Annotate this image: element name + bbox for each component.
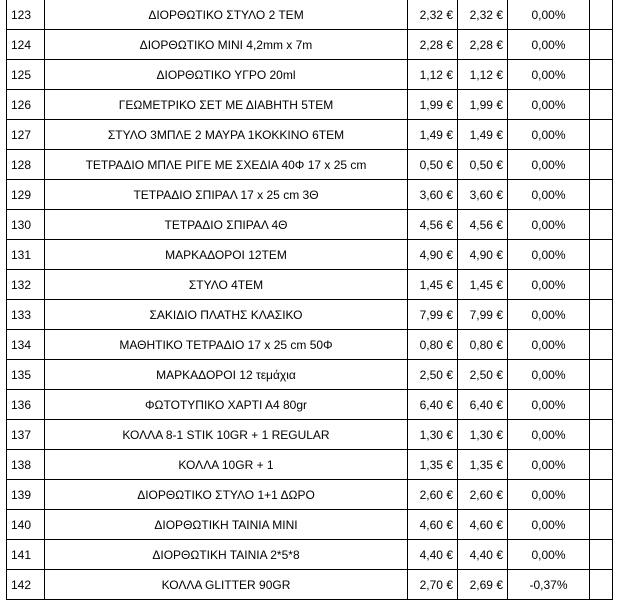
- empty-cell: [590, 570, 613, 600]
- empty-cell: [590, 150, 613, 180]
- empty-cell: [590, 510, 613, 540]
- row-number-cell: 139: [7, 480, 45, 510]
- table-row: [7, 90, 613, 120]
- empty-cell: [590, 450, 613, 480]
- price-new-cell: 2,50 €: [458, 360, 508, 390]
- price-new-cell: 1,35 €: [458, 450, 508, 480]
- price-change-cell: 0,00%: [508, 540, 590, 570]
- table-row: [7, 360, 613, 390]
- row-number-cell: 136: [7, 390, 45, 420]
- price-new-cell: 0,50 €: [458, 150, 508, 180]
- price-old-cell: 1,49 €: [408, 120, 458, 150]
- product-description-cell: ΔΙΟΡΘΩΤΙΚΟ ΜΙΝΙ 4,2mm x 7m: [45, 30, 408, 60]
- price-change-cell: 0,00%: [508, 270, 590, 300]
- price-old-cell: 2,60 €: [408, 480, 458, 510]
- row-number-cell: 126: [7, 90, 45, 120]
- product-description-cell: ΔΙΟΡΘΩΤΙΚΗ ΤΑΙΝΙΑ MINI: [45, 510, 408, 540]
- price-change-cell: 0,00%: [508, 240, 590, 270]
- row-number-cell: 138: [7, 450, 45, 480]
- price-old-cell: 0,50 €: [408, 150, 458, 180]
- price-old-cell: 0,80 €: [408, 330, 458, 360]
- product-description-cell: ΦΩΤΟΤΥΠΙΚΟ ΧΑΡΤΙ Α4 80gr: [45, 390, 408, 420]
- price-comparison-table: [6, 0, 613, 600]
- row-number-cell: 134: [7, 330, 45, 360]
- table-row: [7, 480, 613, 510]
- product-description-cell: ΜΑΘΗΤΙΚΟ ΤΕΤΡΑΔΙΟ 17 x 25 cm 50Φ: [45, 330, 408, 360]
- row-number-cell: 135: [7, 360, 45, 390]
- price-old-cell: 3,60 €: [408, 180, 458, 210]
- empty-cell: [590, 390, 613, 420]
- row-number-cell: 123: [7, 0, 45, 30]
- row-number-cell: 124: [7, 30, 45, 60]
- table-row: [7, 30, 613, 60]
- price-old-cell: 7,99 €: [408, 300, 458, 330]
- table-row: [7, 510, 613, 540]
- product-description-cell: ΚΟΛΛΑ 8-1 STIK 10GR + 1 REGULAR: [45, 420, 408, 450]
- price-new-cell: 1,99 €: [458, 90, 508, 120]
- empty-cell: [590, 360, 613, 390]
- price-new-cell: 1,30 €: [458, 420, 508, 450]
- product-description-cell: ΜΑΡΚΑΔΟΡΟΙ 12 τεμάχια: [45, 360, 408, 390]
- price-old-cell: 1,99 €: [408, 90, 458, 120]
- price-old-cell: 2,50 €: [408, 360, 458, 390]
- price-change-cell: 0,00%: [508, 120, 590, 150]
- empty-cell: [590, 420, 613, 450]
- price-new-cell: 4,40 €: [458, 540, 508, 570]
- price-old-cell: 2,70 €: [408, 570, 458, 600]
- price-change-cell: 0,00%: [508, 420, 590, 450]
- empty-cell: [590, 0, 613, 30]
- price-new-cell: 4,60 €: [458, 510, 508, 540]
- price-old-cell: 1,30 €: [408, 420, 458, 450]
- table-row: [7, 150, 613, 180]
- price-change-cell: 0,00%: [508, 510, 590, 540]
- table-row: [7, 420, 613, 450]
- price-new-cell: 4,90 €: [458, 240, 508, 270]
- price-new-cell: 4,56 €: [458, 210, 508, 240]
- price-change-cell: 0,00%: [508, 0, 590, 30]
- price-old-cell: 2,32 €: [408, 0, 458, 30]
- row-number-cell: 142: [7, 570, 45, 600]
- row-number-cell: 129: [7, 180, 45, 210]
- empty-cell: [590, 210, 613, 240]
- table-row: [7, 60, 613, 90]
- price-old-cell: 4,90 €: [408, 240, 458, 270]
- row-number-cell: 133: [7, 300, 45, 330]
- product-description-cell: ΤΕΤΡΑΔΙΟ ΣΠΙΡΑΛ 4Θ: [45, 210, 408, 240]
- price-old-cell: 4,56 €: [408, 210, 458, 240]
- price-new-cell: 6,40 €: [458, 390, 508, 420]
- price-old-cell: 1,45 €: [408, 270, 458, 300]
- row-number-cell: 125: [7, 60, 45, 90]
- empty-cell: [590, 240, 613, 270]
- product-description-cell: ΣΑΚΙΔΙΟ ΠΛΑΤΗΣ ΚΛΑΣΙΚΟ: [45, 300, 408, 330]
- table-row: [7, 210, 613, 240]
- table-body: [7, 0, 613, 600]
- product-description-cell: ΚΟΛΛΑ GLITTER 90GR: [45, 570, 408, 600]
- product-description-cell: ΚΟΛΛΑ 10GR + 1: [45, 450, 408, 480]
- table-row: [7, 0, 613, 30]
- table-row: [7, 240, 613, 270]
- product-description-cell: ΣΤΥΛΟ 4ΤΕΜ: [45, 270, 408, 300]
- price-change-cell: 0,00%: [508, 330, 590, 360]
- price-change-cell: 0,00%: [508, 30, 590, 60]
- empty-cell: [590, 180, 613, 210]
- row-number-cell: 140: [7, 510, 45, 540]
- price-new-cell: 7,99 €: [458, 300, 508, 330]
- price-change-cell: 0,00%: [508, 210, 590, 240]
- price-old-cell: 2,28 €: [408, 30, 458, 60]
- table-row: [7, 120, 613, 150]
- price-change-cell: 0,00%: [508, 300, 590, 330]
- product-description-cell: ΣΤΥΛΟ 3ΜΠΛΕ 2 ΜΑΥΡΑ 1ΚΟΚΚΙΝΟ 6ΤΕΜ: [45, 120, 408, 150]
- row-number-cell: 132: [7, 270, 45, 300]
- price-new-cell: 1,45 €: [458, 270, 508, 300]
- price-new-cell: 0,80 €: [458, 330, 508, 360]
- price-change-cell: 0,00%: [508, 90, 590, 120]
- product-description-cell: ΔΙΟΡΘΩΤΙΚΗ ΤΑΙΝΙΑ 2*5*8: [45, 540, 408, 570]
- price-change-cell: 0,00%: [508, 150, 590, 180]
- price-new-cell: 1,12 €: [458, 60, 508, 90]
- price-old-cell: 4,40 €: [408, 540, 458, 570]
- row-number-cell: 127: [7, 120, 45, 150]
- row-number-cell: 128: [7, 150, 45, 180]
- price-change-cell: 0,00%: [508, 180, 590, 210]
- table-row: [7, 390, 613, 420]
- product-description-cell: ΤΕΤΡΑΔΙΟ ΣΠΙΡΑΛ 17 x 25 cm 3Θ: [45, 180, 408, 210]
- empty-cell: [590, 90, 613, 120]
- empty-cell: [590, 60, 613, 90]
- price-old-cell: 1,12 €: [408, 60, 458, 90]
- empty-cell: [590, 480, 613, 510]
- product-description-cell: ΤΕΤΡΑΔΙΟ ΜΠΛΕ ΡΙΓΕ ΜΕ ΣΧΕΔΙΑ 40Φ 17 x 25 cm: [45, 150, 408, 180]
- price-new-cell: 1,49 €: [458, 120, 508, 150]
- product-description-cell: ΔΙΟΡΘΩΤΙΚΟ ΣΤΥΛΟ 2 ΤΕΜ: [45, 0, 408, 30]
- price-change-cell: 0,00%: [508, 480, 590, 510]
- price-change-cell: 0,00%: [508, 60, 590, 90]
- table-row: [7, 330, 613, 360]
- table-row: [7, 450, 613, 480]
- product-description-cell: ΔΙΟΡΘΩΤΙΚΟ ΥΓΡΟ 20ml: [45, 60, 408, 90]
- price-old-cell: 4,60 €: [408, 510, 458, 540]
- product-description-cell: ΔΙΟΡΘΩΤΙΚΟ ΣΤΥΛΟ 1+1 ΔΩΡΟ: [45, 480, 408, 510]
- empty-cell: [590, 540, 613, 570]
- empty-cell: [590, 120, 613, 150]
- price-new-cell: 2,32 €: [458, 0, 508, 30]
- table-row: [7, 570, 613, 600]
- row-number-cell: 131: [7, 240, 45, 270]
- price-change-cell: 0,00%: [508, 360, 590, 390]
- row-number-cell: 130: [7, 210, 45, 240]
- table-row: [7, 300, 613, 330]
- price-old-cell: 6,40 €: [408, 390, 458, 420]
- price-new-cell: 2,28 €: [458, 30, 508, 60]
- table-row: [7, 180, 613, 210]
- price-old-cell: 1,35 €: [408, 450, 458, 480]
- row-number-cell: 141: [7, 540, 45, 570]
- product-description-cell: ΓΕΩΜΕΤΡΙΚΟ ΣΕΤ ΜΕ ΔΙΑΒΗΤΗ 5ΤΕΜ: [45, 90, 408, 120]
- price-new-cell: 3,60 €: [458, 180, 508, 210]
- product-description-cell: ΜΑΡΚΑΔΟΡΟΙ 12ΤΕΜ: [45, 240, 408, 270]
- empty-cell: [590, 30, 613, 60]
- price-change-cell: -0,37%: [508, 570, 590, 600]
- table-row: [7, 270, 613, 300]
- row-number-cell: 137: [7, 420, 45, 450]
- empty-cell: [590, 270, 613, 300]
- empty-cell: [590, 330, 613, 360]
- price-new-cell: 2,69 €: [458, 570, 508, 600]
- table-row: [7, 540, 613, 570]
- price-new-cell: 2,60 €: [458, 480, 508, 510]
- empty-cell: [590, 300, 613, 330]
- price-change-cell: 0,00%: [508, 450, 590, 480]
- price-change-cell: 0,00%: [508, 390, 590, 420]
